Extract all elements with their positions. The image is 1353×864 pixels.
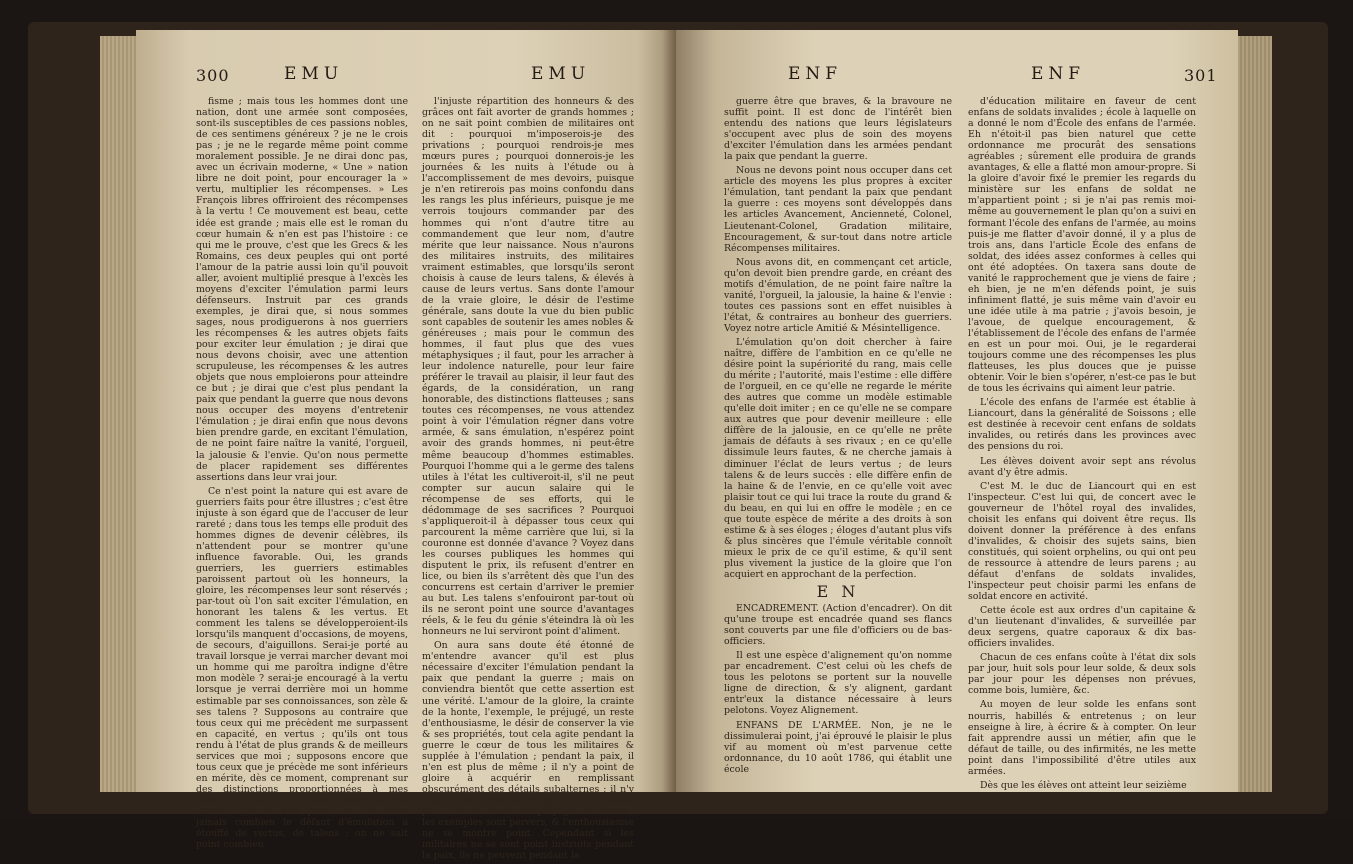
- paragraph: Au moyen de leur solde les enfans sont nourris, habillés & entretenus ; on leur enseigne à lire, à écrire & à compter. On leur fait apprendre aussi un métier, afin que le défaut de taille, ou des infirmités, ne les mette point dans l'impossibilité d'être utiles aux armées.: [968, 699, 1196, 777]
- paragraph: Dès que les élèves ont atteint leur seizième: [980, 779, 1187, 791]
- left-page-header: [136, 64, 676, 90]
- paragraph: On aura sans doute été étonné de m'entendre avancer qu'il est plus nécessaire d'exciter l'émulation pendant la paix que pendant la guerre ; mais on conviendra bientôt que cette assertion est une vérité. L'amour de la gloire, la crainte de la honte, l'exemple, le préjugé, un reste d'enthousiasme, le désir de conserver la vie & ses propriétés, tout cela agite pendant la guerre le cœur de tous les militaires & supplée à l'émulation ; pendant la paix, il n'en est plus de même ; il n'y a point de gloire à acquérir en remplissant obscurément des détails subalternes ; il n'y a point de honte à craindre en n'étudiant point l'art militaire ; les préjugés se taisent ; les exemples sont pervers, & l'enthousiasme ne se montre point. Cependant si les militaires ne se sont point instruits pendant la paix, ils ne peuvent pendant la: [422, 640, 634, 862]
- right-page-column-2: [968, 96, 1196, 794]
- right-page-number: 301: [1184, 66, 1218, 85]
- paragraph: Cette école est aux ordres d'un capitaine & d'un lieutenant d'invalides, & surveillée par deux sergens, quatre caporaux & dix bas-officiers invalides.: [968, 605, 1196, 650]
- paragraph: Il est une espèce d'alignement qu'on nomme par encadrement. C'est celui où les chefs de tous les pelotons se portent sur la nouvelle ligne de direction, & s'y alignent, gardant entr'eux la distance nécessaire à leurs pelotons. Voyez Alignement.: [724, 650, 952, 717]
- paragraph: C'est M. le duc de Liancourt qui en est l'inspecteur. C'est lui qui, de concert avec le gouverneur de l'hôtel royal des invalides, choisit les enfans qui doivent être reçus. Ils doivent donner la préférence à des enfans d'invalides, & choisir des sujets sains, bien constitués, qui soient orphelins, ou qui ont peu de ressource à attendre de leurs parens ; au défaut d'enfans de soldats invalides, l'inspecteur peut choisir parmi les enfans de soldat encore en activité.: [968, 480, 1196, 603]
- left-page-column-2: [422, 96, 634, 864]
- right-page-edges: [1238, 36, 1272, 792]
- right-page-header: [676, 64, 1238, 90]
- paragraph: l'injuste répartition des honneurs & des grâces ont fait avorter de grands hommes ; on ne sait point combien de militaires ont dit : pourquoi m'imposerois-je des privations ; pourquoi rendrois-je mes mœurs pures ; pourquoi donnerois-je les journées & les nuits à l'étude ou à l'accomplissement de mes devoirs, puisque je n'en retirerois pas moins confondu dans les rangs les plus inférieurs, puisque je me verrois toujours commander par des hommes qui n'ont d'autre titre au commandement que leur nom, d'autre mérite que leur naissance. Nous n'aurons des militaires instruits, des militaires vraiment estimables, que lorsqu'ils seront choisis à cause de leurs talens, & élevés à cause de leurs vertus. Sans donte l'amour de la vraie gloire, le désir de l'estime générale, sans doute la vue du bien public sont capables de soutenir les ames nobles & généreuses ; mais pour le commun des hommes, il faut plus que des vues métaphysiques ; il faut, pour les arracher à leur indolence naturelle, pour leur faire préférer le travail au plaisir, il leur faut des égards, de la considération, un rang honorable, des distinctions flatteuses ; sans toutes ces récompenses, ne vous attendez point à voir l'émulation régner dans votre armée, & sans émulation, n'espérez point avoir des grands hommes, ni peut-être même beaucoup d'hommes estimables. Pourquoi l'homme qui a le germe des talens utiles à l'état les cultiveroit-il, s'il ne peut compter sur aucun salaire qui le récompense de ses efforts, qui le dédommage de ses sacrifices ? Pourquoi s'appliqueroit-il à dépasser tous ceux qui parcourent la même carrière que lui, si la couronne est donnée d'avance ? Voyez dans les courses publiques les hommes qui disputent le prix, ils refusent d'entrer en lice, ou bien ils s'arrêtent dès que l'un des concurrens est certain d'arriver le premier au but. Les talens s'enfouiront par-tout où ils ne seront point une source d'avantages réels, & le feu du génie s'éteindra là où les honneurs ne lui serviront point d'aliment.: [422, 96, 634, 638]
- entry-encadrement: ENCADREMENT. (Action d'encadrer). On dit qu'une troupe est encadrée quand ses flancs sont couverts par une file d'officiers ou de bas-officiers.: [724, 603, 952, 648]
- paragraph: Chacun de ces enfans coûte à l'état dix sols par jour, huit sols pour leur solde, & deux sols par jour pour les dépenses non prévues, comme bois, lumière, &c.: [968, 652, 1196, 697]
- left-page-column-1: [196, 96, 408, 853]
- paragraph: Nous ne devons point nous occuper dans cet article des moyens les plus propres à exciter l'émulation, tant pendant la paix que pendant la guerre : ces moyens sont développés dans les articles Avancement, Ancienneté, Colonel, Lieutenant-Colonel, Gradation militaire, Encouragement, & sur-tout dans notre article Récompenses militaires.: [724, 165, 952, 254]
- paragraph: fisme ; mais tous les hommes dont une nation, dont une armée sont composées, sont-ils susceptibles de ces passions nobles, de ces sentimens généreux ? je ne le crois pas ; je ne le regarde même point comme moralement possible. Je ne dirai donc pas, avec un écrivain moderne, « Une » nation libre ne doit point, pour encourager la » vertu, multiplier les récompenses. » Les François libres offriroient des récompenses à la vertu ! Ce mouvement est beau, cette idée est grande ; mais elle est le roman du cœur humain & n'en est pas l'histoire : ce qui me le prouve, c'est que les Grecs & les Romains, ces deux peuples qui ont porté l'amour de la patrie aussi loin qu'il pouvoit aller, avoient multiplié presque à l'excès les moyens d'exciter l'émulation parmi leurs défenseurs. Instruit par ces grands exemples, je dirai que, si nous sommes sages, nous prodiguerons à nos guerriers les récompenses & les autres objets faits pour exciter leur émulation ; je dirai que nous devons choisir, avec une attention scrupuleuse, les récompenses & les autres objets que nous emploierons pour atteindre ce but ; je dirai que c'est plus pendant la paix que pendant la guerre que nous devons nous occuper des moyens d'entretenir l'émulation ; je dirai enfin que nous devons bien prendre garde, en excitant l'émulation, de ne point faire naître la vanité, l'orgueil, la jalousie & l'envie. Qu'on nous permette de placer rapidement ses différentes assertions dans leur vrai jour.: [196, 96, 408, 483]
- left-page-edges: [100, 36, 136, 792]
- left-page-number: 300: [196, 66, 230, 85]
- right-running-head-1: ENF: [788, 64, 843, 84]
- section-heading: E N: [816, 582, 860, 602]
- paragraph: Nous avons dit, en commençant cet article, qu'on devoit bien prendre garde, en créant des motifs d'émulation, de ne point faire naître la vanité, l'orgueil, la jalousie, la haine & l'envie : toutes ces passions sont en effet nuisibles à l'état, & contraires au bonheur des guerriers. Voyez notre article Amitié & Mésintelligence.: [724, 256, 952, 334]
- paragraph: guerre être que braves, & la bravoure ne suffit point. Il est donc de l'intérêt bien entendu des nations que leurs législateurs s'occupent avec plus de soin des moyens d'exciter l'émulation dans les armées pendant la paix que pendant la guerre.: [724, 96, 952, 163]
- left-running-head-2: EMU: [531, 64, 591, 84]
- paragraph: Les élèves doivent avoir sept ans révolus avant d'y être admis.: [968, 455, 1196, 478]
- left-running-head-1: EMU: [284, 64, 344, 84]
- paragraph: d'éducation militaire en faveur de cent enfans de soldats invalides ; école à laquelle on a donné le nom d'École des enfans de l'armée. Eh n'étoit-il pas bien naturel que cette ordonnance me procurât des sensations agréables ; sûrement elle produira de grands avantages, & elle a flatté mon amour-propre. Si la gloire d'avoir fixé le premier les regards du ministère sur les enfans de soldat ne m'appartient point ; si je n'ai pas remis moi-même au gouvernement le plan qu'on a suivi en formant l'école des enfans de l'armée, au moins puis-je me flatter d'avoir donné, il y a plus de trois ans, dans l'article École des enfans de soldat, des idées assez conformes à celles qui ont été adoptées. On taxera sans doute de vanité le rapprochement que je viens de faire ; eh bien, je ne m'en défends point, je suis infiniment flatté, je suis même vain d'avoir eu une idée utile à ma patrie ; j'avois besoin, je l'avoue, de quelque encouragement, & l'établissement de l'école des enfans de l'armée en est un pour moi. Oui, je le regarderai toujours comme une des récompenses les plus flatteuses, les plus douces que je puisse obtenir. Voir le bien s'opérer, n'est-ce pas le but de tous les écrivains qui aiment leur patrie.: [968, 96, 1196, 395]
- paragraph: L'école des enfans de l'armée est établie à Liancourt, dans la généralité de Soissons ; elle est destinée à recevoir cent enfans de soldats invalides, ou retirés dans les provinces avec des pensions du roi.: [968, 397, 1196, 453]
- left-page: [136, 30, 676, 862]
- entry-enfans-de-l-armee: ENFANS DE L'ARMÉE. Non, je ne le dissimulerai point, j'ai éprouvé le plaisir le plus vif au moment où m'est parvenue cette ordonnance, du 10 août 1786, qui établit une école: [724, 719, 952, 775]
- paragraph: L'émulation qu'on doit chercher à faire naître, diffère de l'ambition en ce qu'elle ne désire point la supériorité du rang, mais celle du mérite ; l'autorité, mais l'estime : elle diffère de l'orgueil, en ce qu'elle ne regarde le mérite des autres que comme un modèle estimable qu'elle doit imiter ; en ce qu'elle ne se compare aux autres que pour devenir meilleure : elle diffère de la jalousie, en ce qu'elle ne prête jamais de défauts à ses rivaux ; en ce qu'elle dissimule leurs fautes, & ne cherche jamais à diminuer l'éclat de leurs vertus ; de leurs talens & de leurs succès : elle diffère enfin de la haine & de l'envie, en ce qu'elle voit avec plaisir tout ce qui lui trace la route du grand & du beau, en qui lui en offre le modèle ; en ce que toute espèce de mérite a des droits à son estime & à ses éloges ; éloges d'autant plus vifs & plus sincères que l'émule véritable connoît mieux le prix de ce qu'il estime, & qu'il sent plus vivement la justice de la gloire que l'on acquiert en approchant de la perfection.: [724, 336, 952, 580]
- right-page: [676, 30, 1238, 792]
- right-running-head-2: ENF: [1031, 64, 1086, 84]
- paragraph: Ce n'est point la nature qui est avare de guerriers faits pour être illustres ; c'est être injuste à son égard que de l'accuser de leur rareté ; dans tous les temps elle produit des hommes dignes de devenir célèbres, ils n'attendent pour se montrer qu'une influence favorable. Oui, les grands guerriers, les guerriers estimables paroissent partout où les honneurs, la gloire, les récompenses leur sont réservés ; par-tout où l'on sait exciter l'émulation, en honorant les talens & les vertus. Et comment les talens se développeroient-ils lorsqu'ils manquent d'occasions, de moyens, de secours, d'aiguillons. Serai-je porté au travail lorsque je verrai marcher devant moi un homme qui me paroîtra indigne d'être mon modèle ? serai-je encouragé à la vertu lorsque je verrai derrière moi un homme estimable par ses connoissances, son zèle & ses talens ? Supposons au contraire que tous ceux qui me précèdent me surpassent en capacité, en vertus ; qu'ils ont tous rendu à l'état de plus grands & de meilleurs services que moi ; supposons encore que tous ceux que je précède me sont inférieurs en mérite, dès ce moment, comprenant sur des distinctions proportionnées à mes talens, je me livrerai tout entier à mes devoirs. On ne sait point, on ne saura jamais combien le défaut d'émulation a étouffé de vertus, de talens ; on ne sait point combien: [196, 485, 408, 851]
- right-page-column-1: [724, 96, 952, 778]
